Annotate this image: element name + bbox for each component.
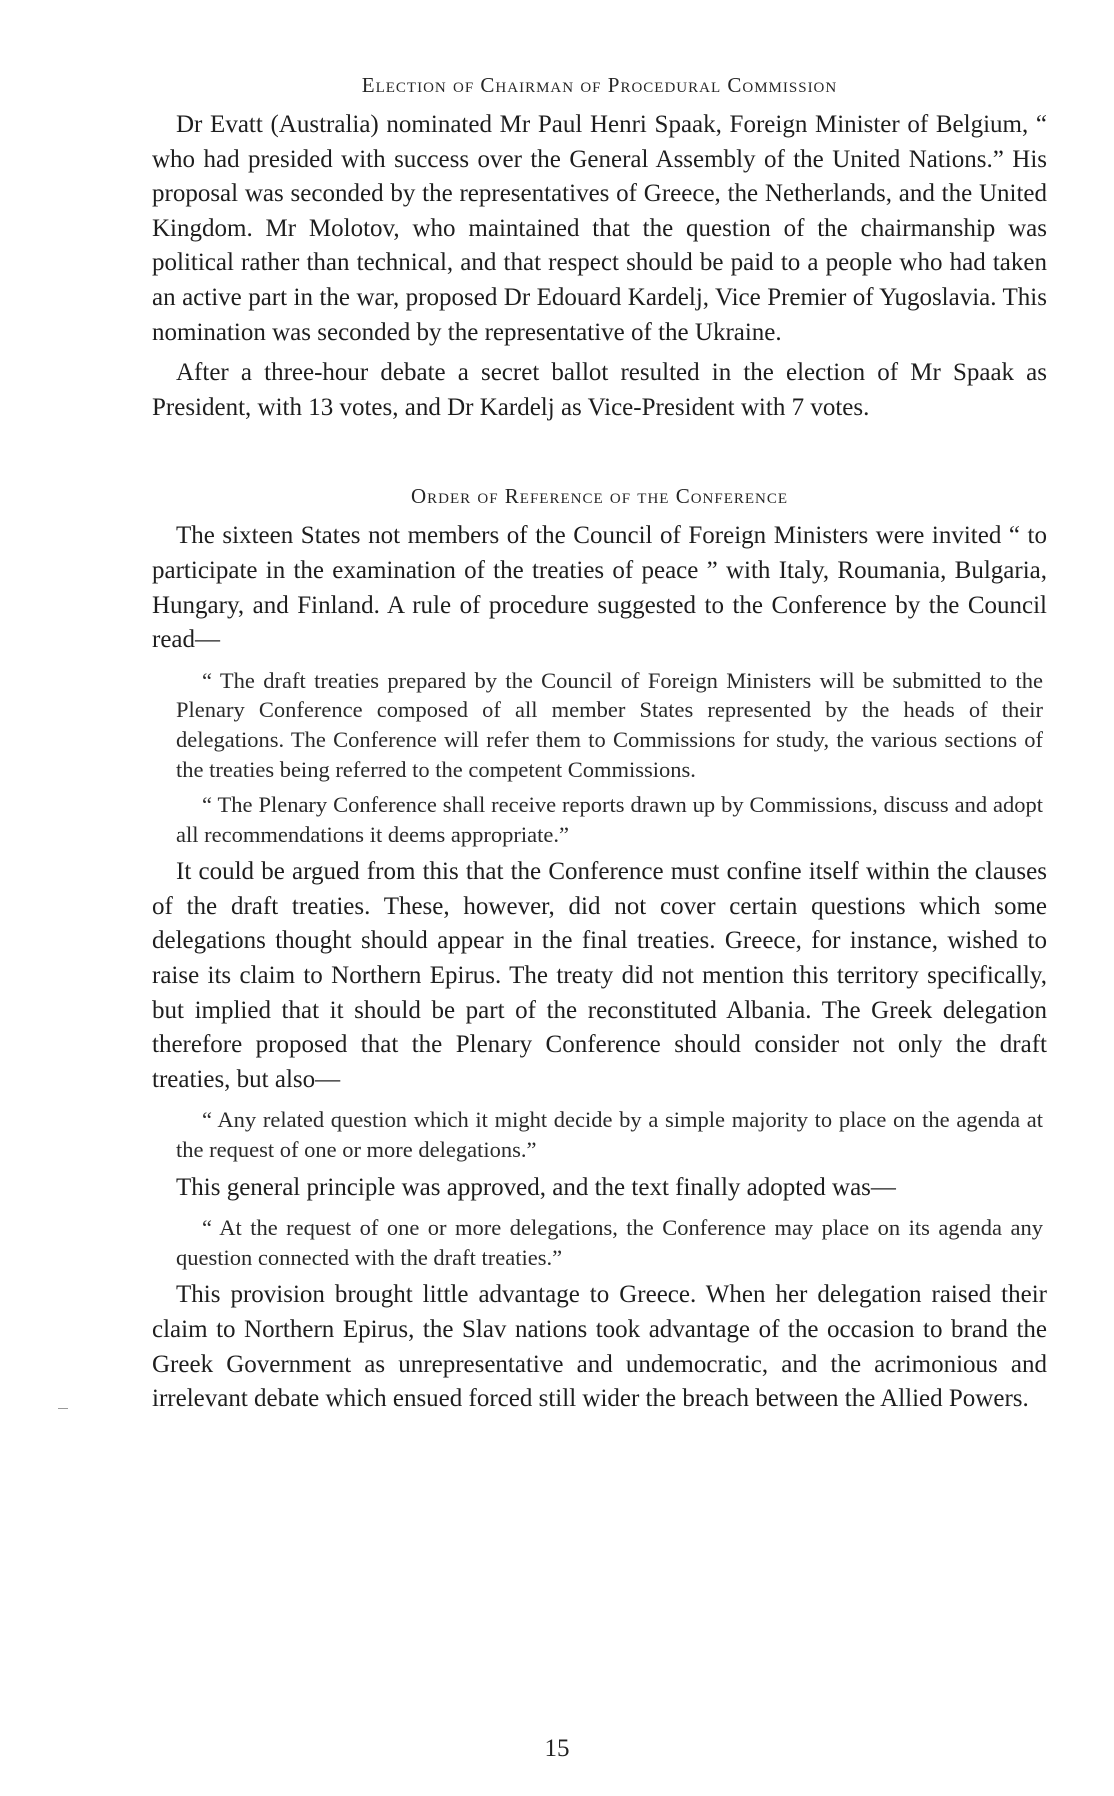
paragraph-invitation: The sixteen States not members of the Council of Foreign Ministers were invited “ to participate in the examination of the treaties of peace ” with Italy, Roumania, Bulgaria, Hungary, and Finland. A rule of procedure suggested to the Conference by the Council read— xyxy=(152,522,1047,654)
paragraph-principle-approved: This general principle was approved, and the text finally adopted was— xyxy=(176,1173,896,1201)
paragraph-nominations: Dr Evatt (Australia) nominated Mr Paul Henri Spaak, Foreign Minister of Belgium, “ who had presided with success over the General Assembly of the United Nations.” His proposal was seconded by the representatives of Greece, the Netherlands, and the United Kingdom. Mr Molotov, who maintained that the question of the chairmanship was political rather than technical, and that respect should be paid to a people who had taken an active part in the war, proposed Dr Edouard Kardelj, Vice Premier of Yugoslavia. This nomination was seconded by the representative of the Ukraine. xyxy=(152,111,1047,346)
page-body xyxy=(152,70,1047,1417)
quote-greek-proposal: “ Any related question which it might decide by a simple majority to place on the agenda at the request of one or more delegations.” xyxy=(176,1107,1043,1163)
quote-rule-of-procedure-part-1: “ The draft treaties prepared by the Council of Foreign Ministers will be submitted to the Plenary Conference composed of all member States represented by the heads of their delegations. The Conference will refer them to Commissions for study, the various sections of the treaties being referred to the competent Commissions. xyxy=(176,667,1043,782)
quote-rule-of-procedure-part-2: “ The Plenary Conference shall receive reports drawn up by Commissions, discuss and adopt all recommendations it deems appropriate.” xyxy=(176,792,1043,847)
section-heading-election: Election of Chairman of Procedural Commission xyxy=(361,73,838,97)
page-number: 15 xyxy=(544,1735,570,1762)
section-heading-order-of-reference: Order of Reference of the Conference xyxy=(410,484,789,509)
paragraph-ballot-result: After a three-hour debate a secret ballot resulted in the election of Mr Spaak as President, with 13 votes, and Dr Kardelj as Vice-President with 7 votes. xyxy=(152,359,1047,421)
paragraph-greek-claim: It could be argued from this that the Conference must confine itself within the clauses of the draft treaties. These, however, did not cover certain questions which some delegations thought should appear in the final treaties. Greece, for instance, wished to raise its claim to Northern Epirus. The treaty did not mention this territory specifically, but implied that it should be part of the reconstituted Albania. The Greek delegation therefore proposed that the Plenary Conference should consider not only the draft treaties, but also— xyxy=(152,858,1047,1093)
margin-mark xyxy=(58,1408,68,1409)
quote-adopted-text: “ At the request of one or more delegations, the Conference may place on its agenda any question connected with the draft treaties.” xyxy=(176,1215,1043,1270)
paragraph-outcome: This provision brought little advantage to Greece. When her delegation raised their claim to Northern Epirus, the Slav nations took advantage of the occasion to brand the Greek Government as unrepresentative and undemocratic, and the acrimonious and irrelevant debate which ensued forced still wider the breach between the Allied Powers. xyxy=(152,1281,1047,1413)
